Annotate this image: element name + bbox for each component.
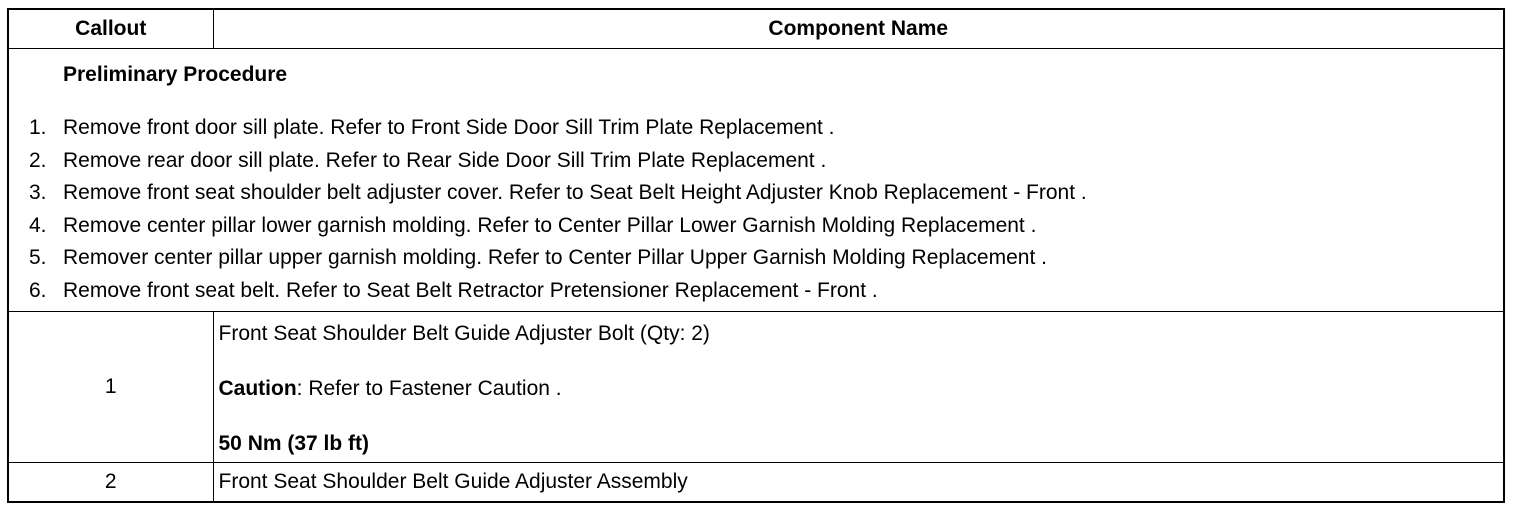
step-text: Remove front door sill plate. Refer to Front Side Door Sill Trim Plate Replacement . [63, 116, 835, 139]
step-number: 2. [29, 148, 47, 172]
caution-text: : Refer to Fastener Caution . [296, 377, 562, 400]
preliminary-procedure-row [8, 49, 1504, 312]
component-name-cell [213, 312, 1504, 463]
callout-cell: 1 [8, 312, 213, 463]
list-item [9, 177, 1503, 210]
preliminary-steps-list [9, 112, 1503, 308]
list-item [9, 275, 1503, 308]
table-row [8, 312, 1504, 463]
step-text: Remove rear door sill plate. Refer to Rear Side Door Sill Trim Plate Replacement . [63, 148, 827, 172]
list-item [9, 145, 1503, 178]
step-text: Remover center pillar upper garnish molding. Refer to Center Pillar Upper Garnish Molding Replacement . [63, 246, 1047, 270]
step-number: 5. [29, 246, 47, 270]
preliminary-procedure-cell [8, 49, 1504, 312]
step-number: 6. [29, 278, 47, 302]
component-name-column-header: Component Name [213, 9, 1504, 49]
list-item [9, 210, 1503, 243]
step-text: Remove front seat belt. Refer to Seat Belt Retractor Pretensioner Replacement - Front . [63, 278, 878, 302]
table-row [8, 463, 1504, 503]
step-number: 1. [29, 116, 47, 139]
table-header-row [8, 9, 1504, 49]
list-item [9, 242, 1503, 275]
step-number: 3. [29, 181, 47, 205]
component-table [7, 8, 1505, 503]
component-name: Front Seat Shoulder Belt Guide Adjuster Bolt (Qty: 2) [218, 322, 710, 345]
torque-spec: 50 Nm (37 lb ft) [218, 432, 370, 455]
callout-column-header: Callout [8, 9, 213, 49]
caution-note [219, 375, 1504, 402]
step-text: Remove front seat shoulder belt adjuster cover. Refer to Seat Belt Height Adjuster Knob Replacement - Front . [63, 181, 1087, 205]
component-name-cell: Front Seat Shoulder Belt Guide Adjuster Assembly [213, 463, 1504, 503]
preliminary-procedure-title: Preliminary Procedure [63, 63, 288, 86]
caution-label: Caution [218, 377, 297, 400]
step-number: 4. [29, 213, 47, 237]
step-text: Remove center pillar lower garnish molding. Refer to Center Pillar Lower Garnish Molding Replacement . [63, 213, 1037, 237]
list-item [9, 112, 1503, 145]
callout-cell: 2 [8, 463, 213, 503]
